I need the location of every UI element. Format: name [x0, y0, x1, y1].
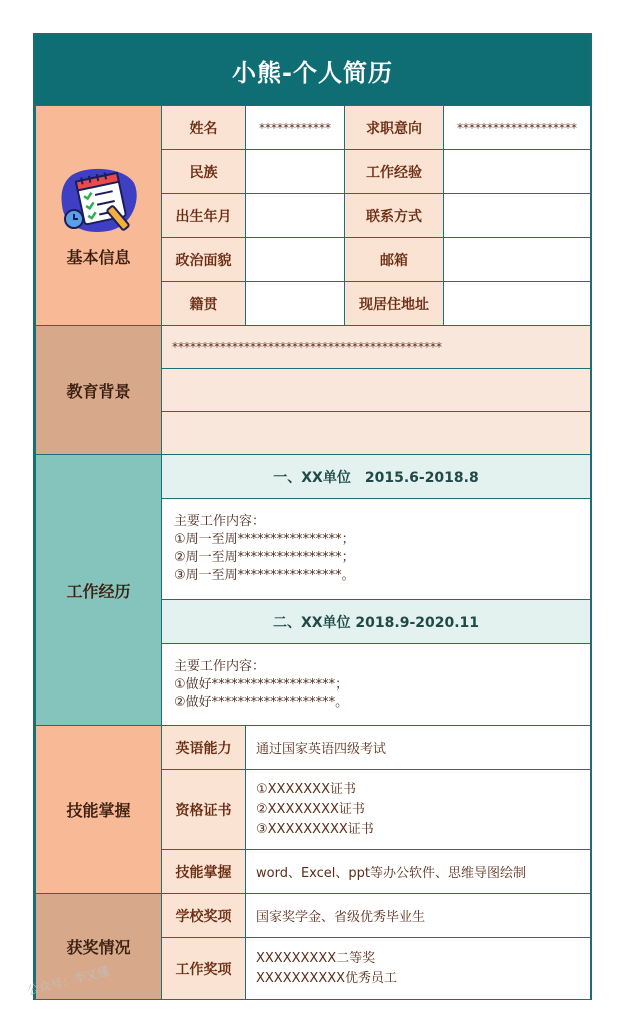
- value-political: [246, 238, 345, 282]
- label-school-awards: 学校奖项: [162, 894, 246, 938]
- certificate-item: ③XXXXXXXXX证书: [256, 821, 374, 837]
- value-skills: word、Excel、ppt等办公软件、思维导图绘制: [246, 850, 591, 894]
- value-address: [444, 282, 591, 326]
- job-heading-row: [36, 455, 591, 499]
- resume-table: [35, 105, 591, 1000]
- section-work: 工作经历: [36, 455, 162, 726]
- job-description: [162, 499, 591, 600]
- label-address: 现居住地址: [345, 282, 444, 326]
- job-line: 主要工作内容：: [174, 658, 266, 674]
- value-name: ************: [246, 106, 345, 150]
- page-title: 小熊-个人简历: [35, 35, 590, 105]
- certificate-item: ①XXXXXXX证书: [256, 781, 356, 797]
- label-hometown: 籍贯: [162, 282, 246, 326]
- value-email: [444, 238, 591, 282]
- label-skills: 技能掌握: [162, 850, 246, 894]
- award-item: XXXXXXXXX二等奖: [256, 950, 376, 966]
- value-job-intent: ********************: [444, 106, 591, 150]
- label-english: 英语能力: [162, 726, 246, 770]
- label-ethnicity: 民族: [162, 150, 246, 194]
- value-contact: [444, 194, 591, 238]
- award-item: XXXXXXXXXX优秀员工: [256, 970, 398, 986]
- education-row: [36, 326, 591, 369]
- label-email: 邮箱: [345, 238, 444, 282]
- basic-row: [36, 106, 591, 150]
- label-birth: 出生年月: [162, 194, 246, 238]
- section-awards: 获奖情况: [36, 894, 162, 1000]
- section-basic-label: 基本信息: [66, 248, 131, 267]
- certificate-item: ②XXXXXXXX证书: [256, 801, 365, 817]
- job-line: ①周一至周****************；: [174, 532, 355, 547]
- label-political: 政治面貌: [162, 238, 246, 282]
- value-experience: [444, 150, 591, 194]
- value-ethnicity: [246, 150, 345, 194]
- resume-sheet: [33, 33, 592, 1000]
- job-line: 主要工作内容：: [174, 514, 266, 529]
- value-certificates: [246, 770, 591, 850]
- label-job-intent: 求职意向: [345, 106, 444, 150]
- value-birth: [246, 194, 345, 238]
- education-entry: *********************************************: [162, 326, 591, 369]
- job-heading: 二、XX单位 2018.9-2020.11: [162, 600, 591, 644]
- section-basic: [36, 106, 162, 326]
- job-heading: 一、XX单位 2015.6-2018.8: [162, 455, 591, 499]
- section-skills: 技能掌握: [36, 726, 162, 894]
- value-work-awards: [246, 938, 591, 1000]
- job-line: ②做好*******************。: [174, 694, 349, 710]
- label-contact: 联系方式: [345, 194, 444, 238]
- job-line: ①做好*******************；: [174, 676, 349, 692]
- section-education: 教育背景: [36, 326, 162, 455]
- value-english: 通过国家英语四级考试: [246, 726, 591, 770]
- schedule-checklist-icon: [58, 163, 140, 237]
- job-line: ③周一至周****************。: [174, 568, 355, 583]
- award-row: [36, 894, 591, 938]
- label-work-awards: 工作奖项: [162, 938, 246, 1000]
- value-hometown: [246, 282, 345, 326]
- skill-row: [36, 726, 591, 770]
- job-description: [162, 644, 591, 726]
- label-name: 姓名: [162, 106, 246, 150]
- education-entry: [162, 412, 591, 455]
- value-school-awards: 国家奖学金、省级优秀毕业生: [246, 894, 591, 938]
- label-experience: 工作经验: [345, 150, 444, 194]
- job-line: ②周一至周****************；: [174, 550, 355, 565]
- label-certificates: 资格证书: [162, 770, 246, 850]
- education-entry: [162, 369, 591, 412]
- watermark: 公众号：李又懂: [25, 964, 111, 998]
